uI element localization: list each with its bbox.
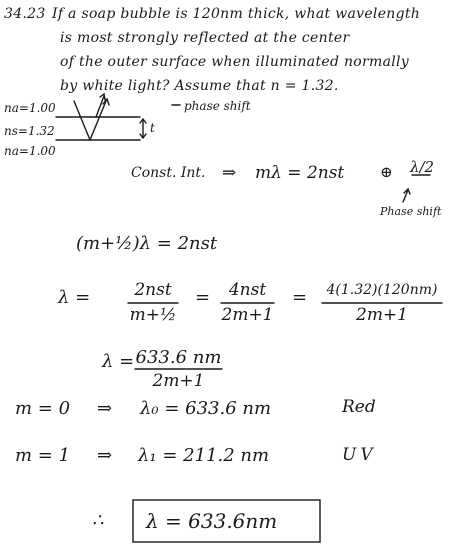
eq4-denominator: 2m+1 [152, 371, 205, 391]
label-n-air-bottom: na=1.00 [4, 144, 56, 158]
equation-1-plus-half: ⊕ [380, 163, 393, 181]
incident-ray [74, 101, 90, 140]
case-0-result: λ₀ = 633.6 nm [140, 398, 272, 419]
case-0-color: Red [342, 397, 376, 417]
constructive-label: Const. Int. [131, 165, 206, 181]
eq3-equals-3: = [292, 287, 308, 308]
eq4-numerator: 633.6 nm [135, 347, 222, 368]
problem-number: 34.23 [4, 6, 46, 22]
equation-1: mλ = 2nst [255, 163, 345, 183]
therefore-symbol: ∴ [92, 510, 104, 531]
phase-shift-label: Phase shift [380, 205, 442, 218]
problem-line-1: If a soap bubble is 120nm thick, what wavelength [52, 6, 421, 22]
case-1-result: λ₁ = 211.2 nm [138, 445, 270, 466]
eq3-frac3-denominator: 2m+1 [356, 305, 408, 325]
eq3-equals-2: = [195, 287, 211, 308]
case-1-color: UV [342, 445, 377, 465]
eq3-frac2-numerator: 4nst [228, 280, 267, 300]
equation-1-lambda-half: λ/2 [410, 158, 435, 176]
case-0-arrow: ⇒ [97, 398, 113, 419]
eq3-frac2-denominator: 2m+1 [221, 305, 274, 325]
eq3-frac1-numerator: 2nst [134, 280, 172, 300]
eq3-lambda: λ = [58, 287, 91, 308]
problem-line-3: of the outer surface when illuminated normally [60, 54, 409, 70]
reflected-ray-bottom [90, 101, 106, 140]
case-1-arrow: ⇒ [97, 445, 113, 466]
case-1-m: m = 1 [15, 445, 71, 466]
label-n-air-top: na=1.00 [4, 101, 56, 115]
label-n-soap: ns=1.32 [4, 124, 55, 138]
equation-2: (m+½)λ = 2nst [76, 233, 218, 254]
problem-line-2: is most strongly reflected at the center [60, 30, 350, 46]
case-0-m: m = 0 [15, 398, 71, 419]
phase-shift-note: phase shift [184, 99, 251, 113]
eq3-frac1-denominator: m+½ [129, 305, 177, 325]
final-answer: λ = 633.6nm [146, 509, 278, 533]
eq4-lambda: λ = [102, 351, 135, 372]
thickness-label: t [150, 121, 155, 135]
problem-line-4: by white light? Assume that n = 1.32. [60, 78, 339, 94]
eq3-frac3-numerator: 4(1.32)(120nm) [326, 282, 438, 298]
implies-arrow-1: ⇒ [222, 163, 237, 183]
